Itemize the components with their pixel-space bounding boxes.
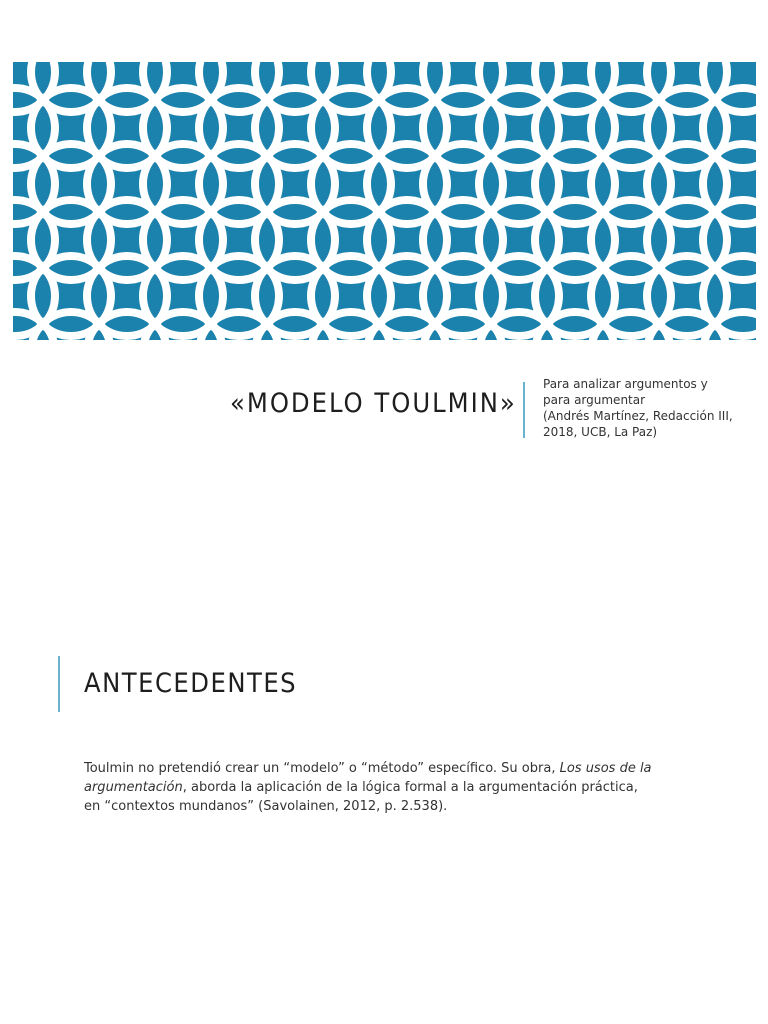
subtitle-line: 2018, UCB, La Paz) [543,425,658,439]
book-title: Los usos de la argumentación [84,761,652,795]
paragraph-text: , aborda la aplicación de la lógica formal a la argumentación práctica, en “contextos mundanos” (Savolainen, 2012, p. 2.538). [84,780,638,814]
section-heading: ANTECEDENTES [84,668,298,699]
pattern-banner [13,62,756,340]
interlocking-circles-pattern [13,62,756,340]
slide-title: «MODELO TOULMIN» [230,388,517,419]
subtitle-line: (Andrés Martínez, Redacción III, [543,409,733,423]
heading-accent-bar [58,656,60,712]
subtitle-line: Para analizar argumentos y [543,377,708,391]
paragraph-text: Toulmin no pretendió crear un “modelo” o “método” específico. Su obra, [84,761,560,776]
title-accent-bar [523,382,525,438]
slide-subtitle [543,376,753,440]
pattern-circles [13,62,756,340]
subtitle-line: para argumentar [543,393,646,407]
body-paragraph [84,759,654,816]
